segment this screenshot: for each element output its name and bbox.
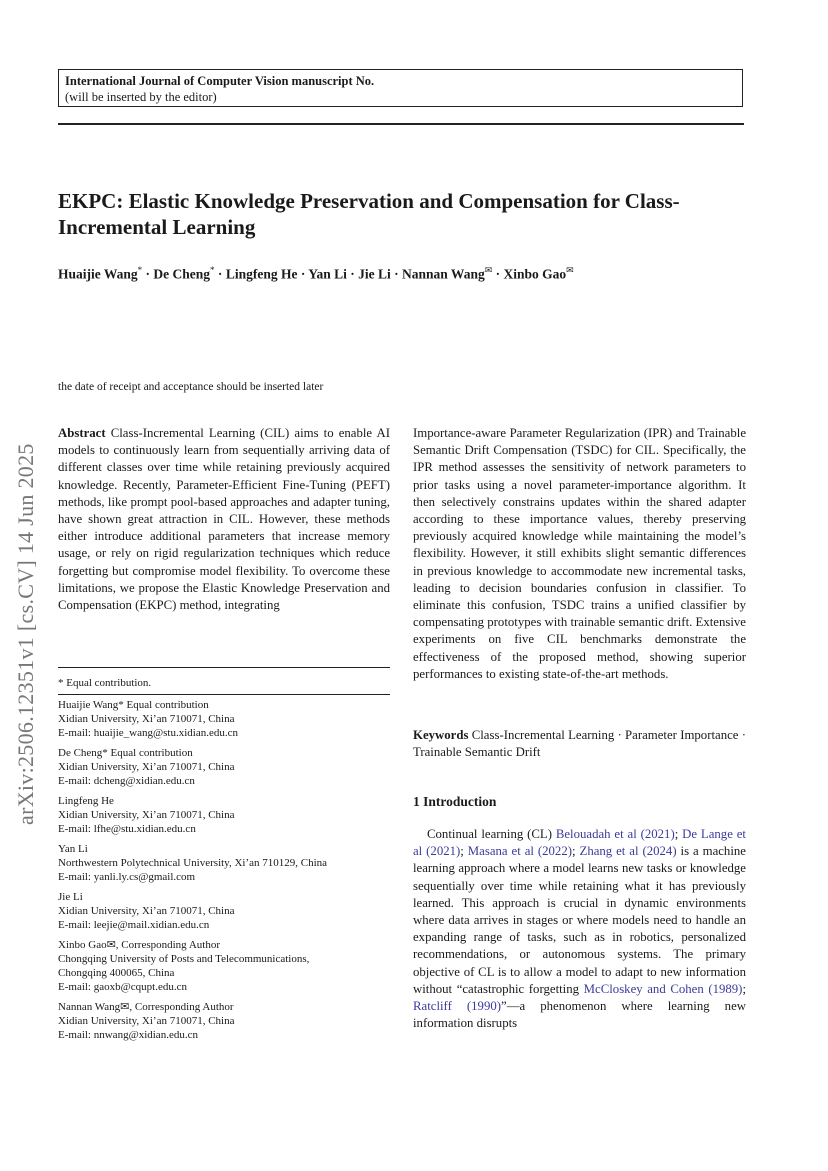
intro-paragraph <box>413 826 746 1032</box>
affiliation-line: Chongqing University of Posts and Telecommunications, <box>58 953 310 965</box>
affiliation-email: E-mail: gaoxb@cqupt.edu.cn <box>58 981 187 993</box>
author-separator: · <box>297 266 309 282</box>
equal-contribution-mark: * <box>137 265 143 275</box>
abstract-left <box>58 425 390 614</box>
affiliation-block <box>58 938 393 994</box>
date-note: the date of receipt and acceptance should be inserted later <box>58 381 324 393</box>
affiliation-line: Yan Li <box>58 843 88 855</box>
abstract-text-part1: Class-Incremental Learning (CIL) aims to enable AI models to continuously learn from sequentially arriving data of different classes over time while retaining previously acquired knowledge. Recently, Parameter-Efficient Fine-Tuning (PEFT) methods, like prompt pool-based approaches and adapter tuning, have shown great attraction in CIL. However, these methods either introduce additional parameters that increase memory usage, or rely on rigid regularization techniques which reduce forgetting but compromise model flexibility. To overcome these limitations, we propose the Elastic Knowledge Preservation and Compensation (EKPC) method, integrating <box>58 426 390 613</box>
affiliation-email: E-mail: huaijie_wang@stu.xidian.edu.cn <box>58 727 238 739</box>
footnote-rule <box>58 667 390 668</box>
citation-separator: ; <box>674 827 683 841</box>
affiliation-email: E-mail: dcheng@xidian.edu.cn <box>58 775 195 787</box>
keywords-text: Class-Incremental Learning · Parameter Importance · Trainable Semantic Drift <box>413 728 746 760</box>
journal-header-box <box>58 69 743 107</box>
envelope-icon: ✉ <box>484 265 493 275</box>
envelope-icon: ✉ <box>566 265 574 275</box>
intro-text: ”—a phenomenon where learning new information disrupts <box>413 999 746 1031</box>
citation-separator: ; <box>460 844 468 859</box>
affiliation-line: De Cheng* Equal contribution <box>58 747 193 759</box>
section-heading: 1 Introduction <box>413 794 497 809</box>
affiliation-block <box>58 746 393 788</box>
author-separator: · <box>346 266 359 282</box>
citation-separator: ; <box>742 981 747 996</box>
affiliation-email: E-mail: leejie@mail.xidian.edu.cn <box>58 919 210 931</box>
arxiv-stamp: arXiv:2506.12351v1 [cs.CV] 14 Jun 2025 <box>13 443 38 825</box>
abstract-label: Abstract <box>58 426 106 440</box>
abstract-right: Importance-aware Parameter Regularization (IPR) and Trainable Semantic Drift Compensation (TSDC) for CIL. Specifically, the IPR method assesses the sensitivity of network parameters to prior tasks using a novel parameter-importance algorithm. It then selectively constrains updates within the shared adapter according to these importance values, thereby preserving previously acquired knowledge while maintaining the model’s flexibility. However, it still exhibits slight semantic differences in previous knowledge to accommodate new incremental tasks, leading to decision boundaries confusion in classifier. To eliminate this confusion, TSDC trains a unified classifier by compensating prototypes with trainable semantic drift. Extensive experiments on five CIL benchmarks demonstrate the effectiveness of the proposed method, showing superior performances to existing state-of-the-art methods. <box>413 426 746 681</box>
author-separator: · <box>492 266 504 282</box>
header-rule <box>58 123 744 125</box>
affiliation-line: Xidian University, Xi’an 710071, China <box>58 905 235 917</box>
affiliation-line: Xinbo Gao✉, Corresponding Author <box>58 939 220 951</box>
affiliation-email: E-mail: lfhe@stu.xidian.edu.cn <box>58 823 196 835</box>
affiliation-block <box>58 890 393 932</box>
citation-link[interactable]: De Lange et al (2021) <box>413 827 746 859</box>
affiliation-rule <box>58 694 390 695</box>
affiliation-list <box>58 698 393 1048</box>
affiliation-line: Huaijie Wang* Equal contribution <box>58 699 209 711</box>
affiliation-line: Jie Li <box>58 891 83 903</box>
affiliation-line: Lingfeng He <box>58 795 114 807</box>
affiliation-email: E-mail: yanli.ly.cs@gmail.com <box>58 871 196 883</box>
affiliation-line: Xidian University, Xi’an 710071, China <box>58 1015 235 1027</box>
author-name: Xinbo Gao <box>503 266 567 282</box>
affiliation-line: Nannan Wang✉, Corresponding Author <box>58 1001 234 1013</box>
affiliation-line: Northwestern Polytechnical University, Xi’an 710129, China <box>58 857 328 869</box>
author-name: De Cheng <box>153 266 211 282</box>
author-separator: · <box>214 266 226 282</box>
citation-separator: ; <box>572 844 580 859</box>
affiliation-block <box>58 1000 393 1042</box>
affiliation-line: Xidian University, Xi’an 710071, China <box>58 761 235 773</box>
affiliation-line: Xidian University, Xi’an 710071, China <box>58 809 235 821</box>
author-separator: · <box>390 266 403 282</box>
affiliation-block <box>58 794 393 836</box>
affiliation-block <box>58 842 393 884</box>
author-name: Jie Li <box>358 266 391 282</box>
author-name: Nannan Wang <box>402 266 485 282</box>
keywords-label: Keywords <box>413 728 469 742</box>
paper-title: EKPC: Elastic Knowledge Preservation and Compensation for Class-Incremental Learning <box>58 189 680 239</box>
author-name: Yan Li <box>308 266 347 282</box>
citation-link[interactable]: Zhang et al (2024) <box>579 844 677 859</box>
equal-contribution-footnote: * Equal contribution. <box>58 677 152 689</box>
intro-text: Continual learning (CL) <box>427 827 556 841</box>
affiliation-block <box>58 698 393 740</box>
intro-text: is a machine learning approach where a model learns new tasks or knowledge sequentially over time while retaining what it has previously learned. This approach is crucial in dynamic environments where data arrives in stages or where models need to handle an expanding range of tasks, such as in robotics, personalized recommendations, or autonomous systems. The primary objective of CL is to allow a model to adapt to new information without “catastrophic forgetting <box>413 844 746 996</box>
citation-link[interactable]: Ratcliff (1990) <box>413 999 502 1014</box>
citation-link[interactable]: Belouadah et al (2021) <box>555 827 675 841</box>
affiliation-line: Chongqing 400065, China <box>58 967 175 979</box>
keywords <box>413 727 746 761</box>
author-name: Huaijie Wang <box>58 266 138 282</box>
citation-link[interactable]: McCloskey and Cohen (1989) <box>583 981 743 996</box>
editor-note: (will be inserted by the editor) <box>65 90 217 104</box>
author-name: Lingfeng He <box>225 266 298 282</box>
author-list <box>58 261 578 284</box>
journal-name: International Journal of Computer Vision manuscript No. <box>65 74 375 88</box>
equal-contribution-mark: * <box>210 265 215 275</box>
author-separator: · <box>142 266 154 282</box>
citation-link[interactable]: Masana et al (2022) <box>467 844 572 859</box>
affiliation-line: Xidian University, Xi’an 710071, China <box>58 713 235 725</box>
affiliation-email: E-mail: nnwang@xidian.edu.cn <box>58 1029 198 1041</box>
